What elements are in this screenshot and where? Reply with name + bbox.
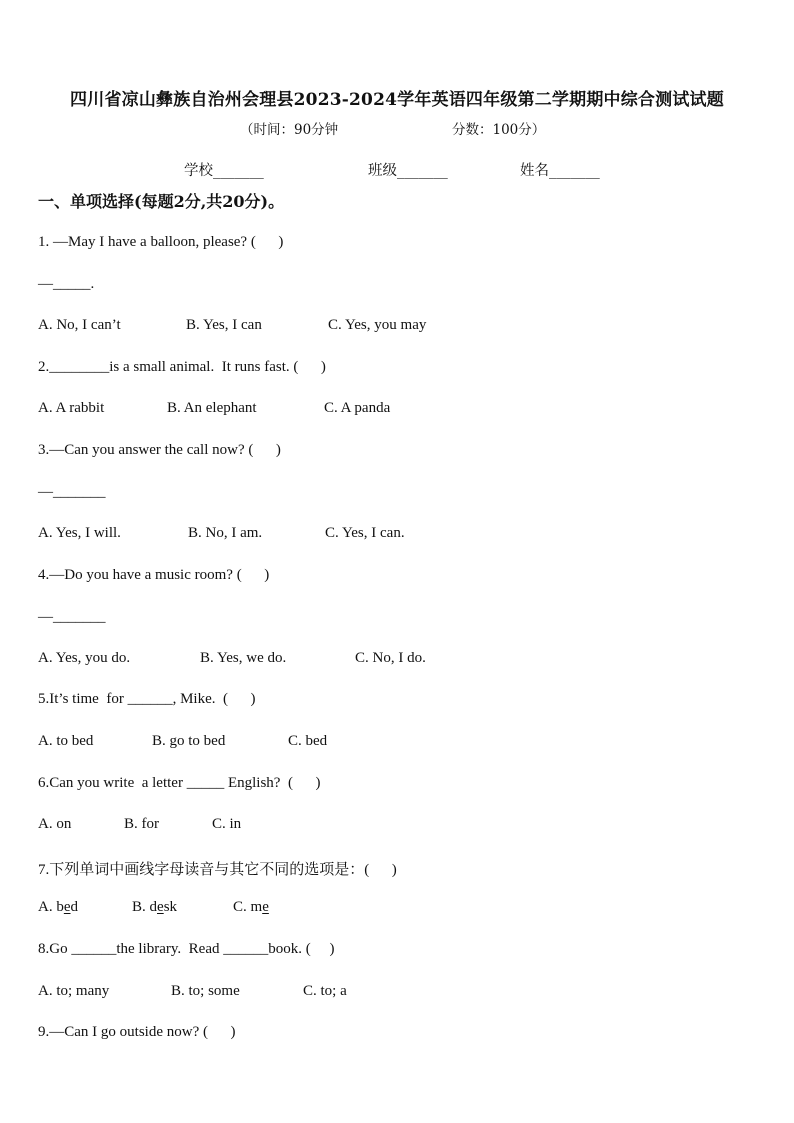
question-stem: 9.—Can I go outside now? ( )	[38, 1024, 236, 1040]
option-c: C. to; a	[303, 983, 347, 999]
underlined-letter: e	[157, 899, 164, 915]
option-a: A. A rabbit	[38, 400, 105, 416]
question-stem: 1. —May I have a balloon, please? ( )	[38, 234, 284, 250]
option-a: A. to bed	[38, 733, 94, 749]
answer-line: —_____.	[38, 276, 95, 292]
option-a: A. to; many	[38, 983, 110, 999]
option-suffix: sk	[163, 899, 178, 915]
underlined-letter: e	[262, 899, 269, 915]
question-stem: 7.下列单词中画线字母读音与其它不同的选项是：( )	[38, 862, 397, 878]
answer-line: —_______	[38, 609, 106, 625]
option-a: A. on	[38, 816, 72, 832]
question-stem: 3.—Can you answer the call now? ( )	[38, 442, 281, 458]
page-title: 四川省凉山彝族自治州会理县2023-2024学年英语四年级第二学期期中综合测试试题	[70, 90, 724, 110]
school-field: 学校_______	[184, 163, 264, 179]
option-c: C. No, I do.	[355, 650, 426, 666]
option-b: B. Yes, we do.	[200, 650, 287, 666]
option-prefix: B. d	[132, 899, 158, 915]
name-field: 姓名_______	[520, 163, 600, 179]
option-c: C. Yes, you may	[328, 317, 427, 333]
question-stem: 2.________is a small animal. It runs fast. ( )	[38, 359, 326, 375]
option-c: C. in	[212, 816, 242, 832]
exam-score: 分数：100分）	[452, 122, 546, 138]
question-stem: 8.Go ______the library. Read ______book. ( )	[38, 941, 335, 957]
question-stem: 5.It’s time for ______, Mike. ( )	[38, 691, 256, 707]
option-c	[233, 899, 269, 916]
option-b: B. No, I am.	[188, 525, 263, 541]
option-prefix: C. m	[233, 899, 263, 915]
question-stem: 6.Can you write a letter _____ English? ( )	[38, 775, 321, 791]
option-c: C. A panda	[324, 400, 391, 416]
option-a: A. No, I can’t	[38, 317, 121, 333]
option-b: B. for	[124, 816, 159, 832]
option-a	[38, 899, 78, 916]
option-b: B. An elephant	[167, 400, 257, 416]
section-heading: 一、单项选择(每题2分,共20分)。	[38, 192, 285, 211]
option-a: A. Yes, you do.	[38, 650, 131, 666]
option-c: C. bed	[288, 733, 328, 749]
option-suffix: d	[70, 899, 79, 915]
underlined-letter: e	[63, 899, 71, 915]
answer-line: —_______	[38, 484, 106, 500]
option-a: A. Yes, I will.	[38, 525, 121, 541]
option-prefix: A. b	[38, 899, 64, 915]
option-b	[132, 899, 177, 916]
option-c: C. Yes, I can.	[325, 525, 405, 541]
option-b: B. to; some	[171, 983, 240, 999]
option-b: B. go to bed	[152, 733, 226, 749]
option-b: B. Yes, I can	[186, 317, 262, 333]
question-stem: 4.—Do you have a music room? ( )	[38, 567, 270, 583]
exam-time: （时间：90分钟	[240, 122, 339, 138]
class-field: 班级_______	[368, 163, 448, 179]
